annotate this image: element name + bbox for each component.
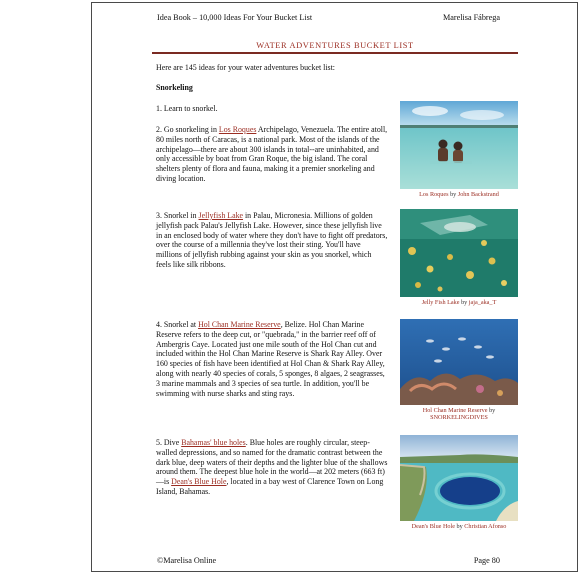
hol-chan-photo <box>400 319 518 405</box>
link-los-roques[interactable]: Los Roques <box>218 125 257 134</box>
list-item-3: 3. Snorkel in Jellyfish Lake in Palau, Micronesia. Millions of golden jellyfish pack Palau's Jellyfish Lake. However, since these jellyfish live in an enclosed body of water where they don't have to fight off predators, over the course of a millennia they've lost their sting. You'll have millions of jellyfish rubbing against your skin as you snorkel, which feels like silk ribbons. <box>156 211 388 269</box>
link-jellyfish-lake[interactable]: Jellyfish Lake <box>198 211 244 220</box>
author-name: Marelisa Fábrega <box>442 13 500 22</box>
figure-hol-chan <box>400 319 518 421</box>
los-roques-photo <box>400 101 518 189</box>
list-item-4: 4. Snorkel at Hol Chan Marine Reserve, Belize. Hol Chan Marine Reserve refers to the deep cut, or "quebrada," in the barrier reef off of Ambergris Caye. Located just one mile south of the Hol Chan cut and included within the Hol Chan Marine Reserve is Shark Ray Alley. Over 160 species of fish have been identified at Hol Chan & Shark Ray Alley, along with nearly 40 species of corals, 5 sponges, 8 algaes, 2 seagrasses, 3 marine mammals and 3 species of sea turtle. In addition, you'll be swimming with nurse sharks and sting rays. <box>156 320 385 398</box>
figure-caption-4: Dean's Blue Hole by Christian Afonso <box>411 523 507 530</box>
caption-title-1[interactable]: Los Roques <box>419 191 449 198</box>
figure-los-roques <box>400 101 518 198</box>
figure-caption-3: Hol Chan Marine Reserve by SNORKELINGDIVES <box>422 407 496 422</box>
caption-title-2[interactable]: Jelly Fish Lake <box>421 299 460 306</box>
list-item-1: 1. Learn to snorkel. <box>156 104 218 113</box>
title-divider <box>152 52 518 54</box>
link-bahamas-blue-holes[interactable]: Bahamas' blue holes <box>181 438 246 447</box>
copyright: ©Marelisa Online <box>157 556 217 565</box>
list-item-2: 2. Go snorkeling in Los Roques Archipelago, Venezuela. The entire atoll, 80 miles north of Caracas, is a national park. Most of the islands of the archipelago—there are about 300 islands in total--are uninhabited, and only accessible by boat from Gran Roque, the big island. The coral shelters plenty of flora and fauna, making it a premier snorkeling and diving location. <box>156 125 388 183</box>
deans-blue-hole-photo <box>400 435 518 521</box>
subheading-snorkeling: Snorkeling <box>156 83 193 92</box>
jellyfish-lake-photo <box>400 209 518 297</box>
caption-title-4[interactable]: Dean's Blue Hole <box>411 523 455 530</box>
section-title: WATER ADVENTURES BUCKET LIST <box>256 41 414 50</box>
caption-credit-3[interactable]: SNORKELINGDIVES <box>430 414 488 422</box>
list-item-5: 5. Dive Bahamas' blue holes. Blue holes are roughly circular, steep-walled depressions, and so named for the dramatic contrast between the dark blue, deep waters of their depths and the lighter blue of the shallows around them. The deepest blue hole in the world—at 202 meters (663 ft)—is Dean's Blue Hole, located in a bay west of Clarence Town on Long Island, Bahamas. <box>156 438 388 496</box>
caption-title-3[interactable]: Hol Chan Marine Reserve <box>422 407 488 414</box>
link-deans-blue-hole[interactable]: Dean's Blue Hole <box>171 477 227 487</box>
book-title: Idea Book – 10,000 Ideas For Your Bucket List <box>157 13 313 22</box>
caption-credit-1[interactable]: John Backstrand <box>457 191 499 198</box>
page-number: Page 80 <box>473 556 500 565</box>
figure-jellyfish-lake <box>400 209 518 306</box>
caption-credit-2[interactable]: jaja_aka_T <box>468 299 497 306</box>
link-hol-chan[interactable]: Hol Chan Marine Reserve <box>198 320 281 329</box>
figure-deans-blue-hole <box>400 435 518 530</box>
figure-caption-2: Jelly Fish Lake by jaja_aka_T <box>421 299 497 306</box>
figure-caption-1: Los Roques by John Backstrand <box>419 191 499 198</box>
document-page <box>91 2 578 572</box>
caption-credit-4[interactable]: Christian Afonso <box>464 523 507 530</box>
intro-text: Here are 145 ideas for your water adventures bucket list: <box>156 63 336 72</box>
